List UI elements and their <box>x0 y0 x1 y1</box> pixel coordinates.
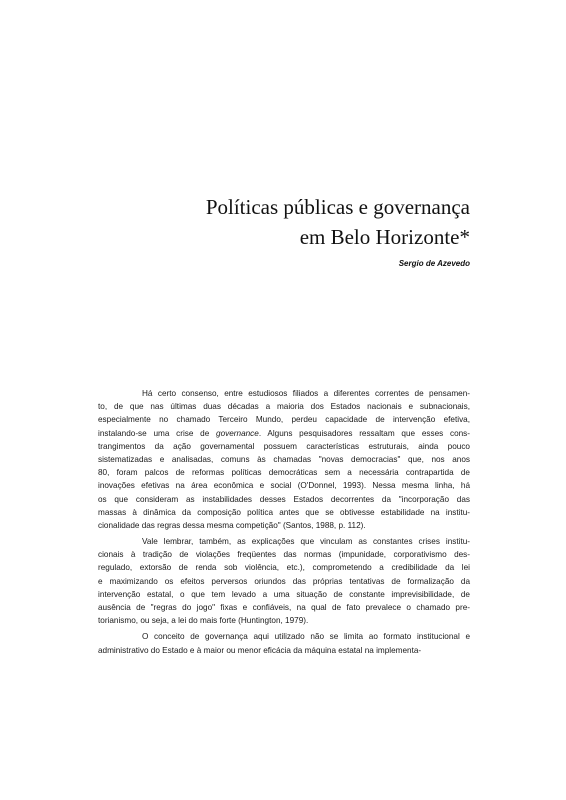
title-line-1: Políticas públicas e governança <box>205 195 470 219</box>
text-line: Vale lembrar, também, as explicações que vinculam as constantes crises institu- <box>142 537 470 547</box>
text-line: regulado, extorsão de renda sob violência, etc.), comprometendo a credibilidade da lei <box>98 563 470 573</box>
text-line: os que consideram as instabilidades desses Estados decorrentes da "incorporação das <box>98 494 470 504</box>
paragraph <box>98 387 470 532</box>
text-line: sistematizadas e analisadas, comuns às chamadas "novas democracias" que, nos anos <box>98 454 470 464</box>
author-name: Sergio de Azevedo <box>398 259 470 268</box>
text-line: inovações efetivas na área econômica e social (O'Donnel, 1993). Nessa mesma linha, há <box>98 481 470 491</box>
italic-term: governance <box>216 428 259 438</box>
text-line: O conceito de governança aqui utilizado não se limita ao formato institucional e <box>142 632 470 642</box>
title-line-2: em Belo Horizonte* <box>299 225 470 249</box>
paragraph <box>98 535 470 627</box>
text-line: intervenção estatal, o que tem levado a uma situação de constante imprevisibilidade, de <box>98 589 470 599</box>
paragraph <box>98 630 470 656</box>
text-line: ausência de "regras do jogo" fixas e confiáveis, na qual de fato prevalece o chamado pre- <box>98 603 470 612</box>
text-line: cionais à tradição de violações freqüentes das normas (impunidade, corporativismo des- <box>98 550 470 560</box>
text-line: to, de que nas últimas duas décadas a maioria dos Estados nacionais e subnacionais, <box>98 402 470 412</box>
body-text <box>98 387 470 657</box>
text-line: 80, foram palcos de reformas políticas democráticas sem a necessária contrapartida de <box>98 468 470 478</box>
text-segment: instalando-se uma crise de <box>98 428 217 438</box>
text-line: especialmente no chamado Terceiro Mundo, perdeu capacidade de intervenção efetiva, <box>98 415 470 425</box>
text-line <box>98 427 470 440</box>
text-line: e maximizando os efeitos perversos oriundos das próprias tentativas de formalização da <box>98 576 470 586</box>
text-line: cionalidade das regras dessa mesma competição" (Santos, 1988, p. 112). <box>98 520 366 530</box>
article-title <box>206 192 470 252</box>
text-line: torianismo, ou seja, a lei do mais forte (Huntington, 1979). <box>98 616 309 626</box>
text-line: massas à dinâmica da composição política antes que se obtivesse estabilidade na institu- <box>98 507 470 517</box>
text-segment: . Alguns pesquisadores ressaltam que esses cons- <box>258 428 470 438</box>
text-line: administrativo do Estado e à maior ou menor eficácia da máquina estatal na implementa- <box>98 645 422 655</box>
text-line: Há certo consenso, entre estudiosos filiados a diferentes correntes de pensamen- <box>142 389 470 398</box>
text-line: trangimentos da ação governamental possuem características estruturais, ainda pouco <box>98 441 470 451</box>
